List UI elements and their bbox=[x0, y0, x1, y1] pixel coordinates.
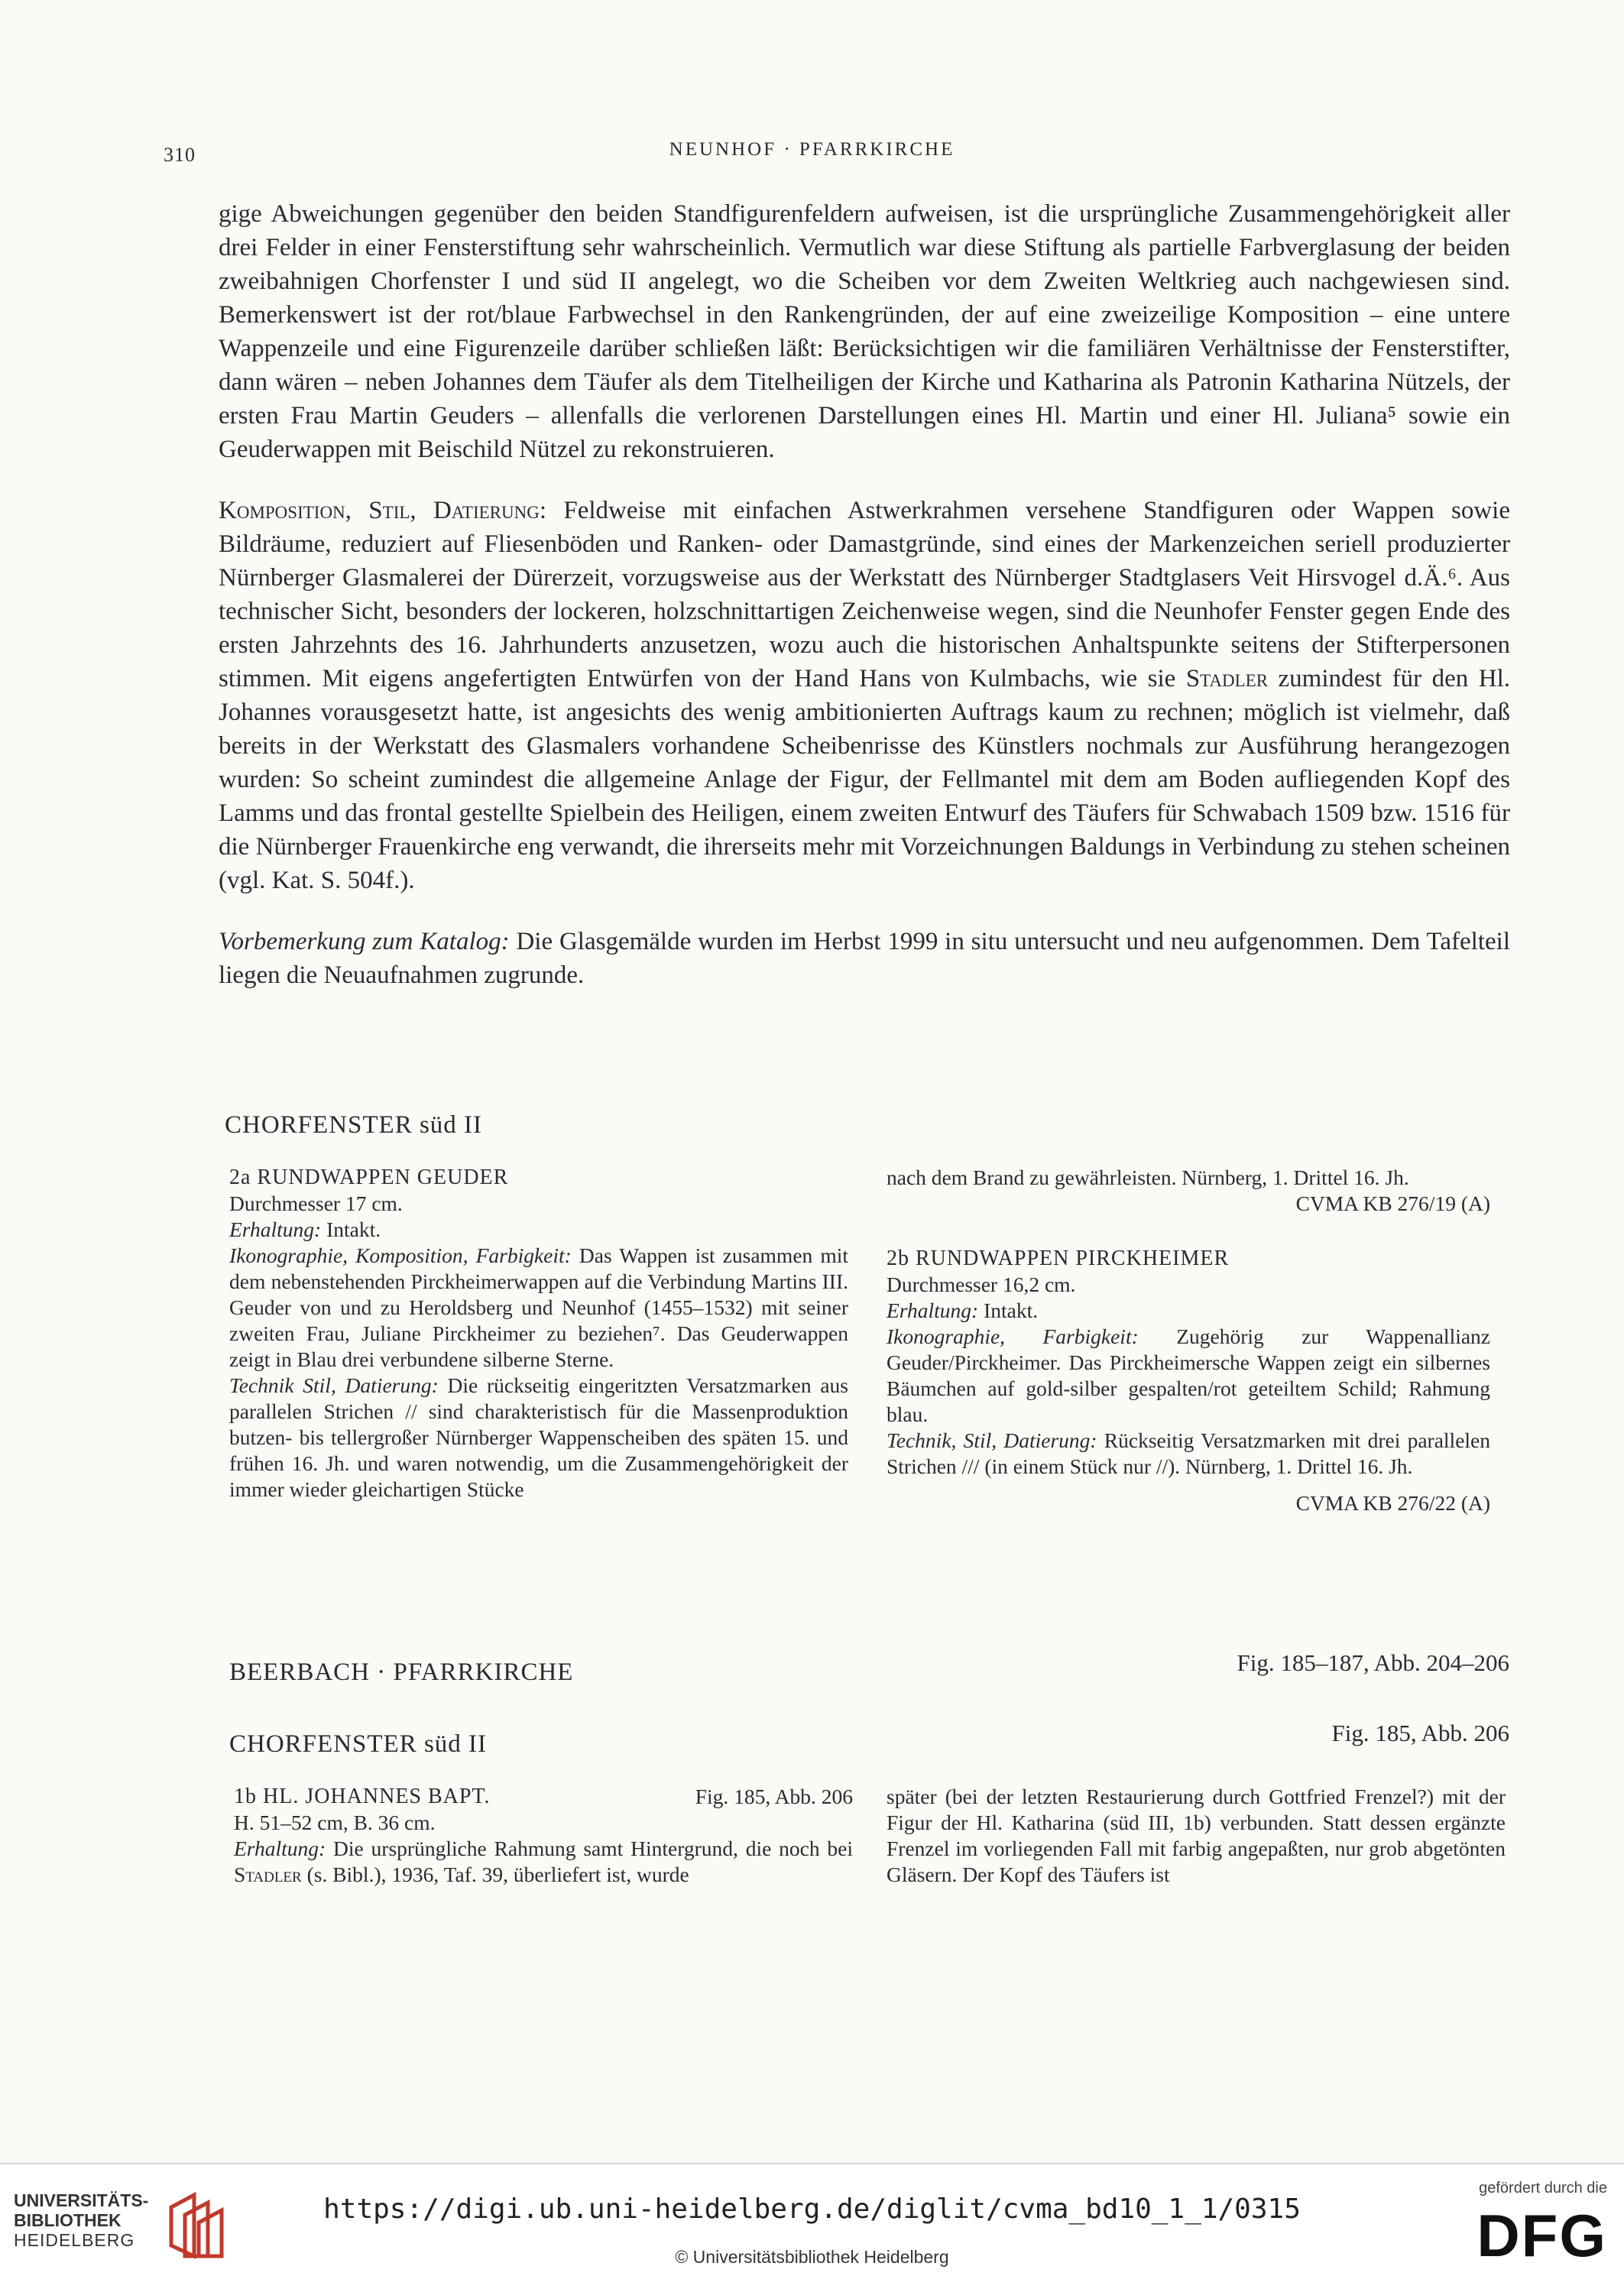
komposition-label: Komposition, Stil, Datierung: bbox=[219, 497, 546, 524]
technik-label: Technik, Stil, Datierung: bbox=[887, 1428, 1097, 1452]
intro-paragraph: gige Abweichungen gegenüber den beiden Standfigurenfeldern aufweisen, ist die ursprüngliche Zusammengehörigkeit aller drei Felder in einer Fensterstiftung sehr wahrscheinlich. Vermutlich war diese Stiftung als partielle Farbverglasung der beiden zweibahnigen Chorfenster I und süd II angelegt, wo die Scheiben vor dem Zweiten Weltkrieg auch nachgewiesen sind. Bemerkenswert ist der rot/blaue Farbwechsel in den Rankengründen, der auf eine zweizeilige Komposition – eine untere Wappenzeile und eine Figurenzeile darüber schließen läßt: Berücksichtigen wir die familiären Verhältnisse der Fensterstifter, dann wären – neben Johannes dem Täufer als dem Titelheiligen der Kirche und Katharina als Patronin Katharina Nützels, der ersten Frau Martin Geuders – allenfalls die verlorenen Darstellungen eines Hl. Martin und einer Hl. Juliana⁵ sowie ein Geuderwappen mit Beischild Nützel zu rekonstruieren. bbox=[219, 200, 1510, 463]
entry-2b-title: 2b RUNDWAPPEN PIRCKHEIMER bbox=[887, 1247, 1230, 1270]
komposition-text-1: Feldweise mit einfachen Astwerkrahmen versehene Standfiguren oder Wappen sowie Bildräume, reduziert auf Fliesenböden und Ranken- oder Damastgründe, sind eines der Markenzeichen seriell produzierter Nürnberger Glasmalerei der Dürerzeit, vorzugsweise aus der Werkstatt des Nürnberger Stadtglasers Veit Hirsvogel d.Ä.⁶. Aus technischer Sicht, besonders der lockeren, holzschnittartigen Zeichenweise wegen, sind die Neunhofer Fenster gegen Ende des ersten Jahrzehnts des 16. Jahrhunderts anzusetzen, wozu auch die historischen Anhaltspunkte seitens der Stifterpersonen stimmen. Mit eigens angefertigten Entwürfen von der Hand Hans von Kulmbachs, wie sie bbox=[219, 497, 1510, 692]
vorbemerkung-label: Vorbemerkung zum Katalog: bbox=[219, 928, 510, 955]
erhaltung-text: Intakt. bbox=[978, 1299, 1039, 1322]
section-heading-beerbach: BEERBACH · PFARRKIRCHE bbox=[229, 1658, 574, 1686]
entry-1b-erhaltung bbox=[234, 1836, 853, 1888]
dfg-note: gefördert durch die bbox=[1479, 2180, 1607, 2197]
entry-2b-technik bbox=[887, 1428, 1490, 1480]
ikonographie-text: Zugehörig zur Wappenallianz Geuder/Pirckheimer. Das Pirckheimersche Wappen zeigt ein silbernes Bäumchen auf gold-silber gespalten/rot geteiltem Schild; Rahmung blau. bbox=[887, 1324, 1491, 1426]
library-name-line2: BIBLIOTHEK bbox=[14, 2210, 122, 2230]
section-heading-chorfenster: CHORFENSTER süd II bbox=[225, 1111, 483, 1139]
entry-1b-dim: H. 51–52 cm, B. 36 cm. bbox=[234, 1811, 436, 1834]
page-number: 310 bbox=[164, 144, 196, 166]
entry-1b-fig-ref: Fig. 185, Abb. 206 bbox=[695, 1785, 853, 1808]
entry-1b-title: 1b HL. JOHANNES BAPT. bbox=[234, 1785, 491, 1808]
entry-1b-title-row bbox=[234, 1784, 853, 1810]
erhaltung-text-2: (s. Bibl.), 1936, Taf. 39, überliefert ist, wurde bbox=[301, 1863, 689, 1886]
technik-text: Die rückseitig eingeritzten Versatzmarken aus parallelen Strichen // sind charakteristisch für die Massenproduktion butzen- bis tellergroßer Nürnberger Wappenscheiben des späten 15. und frühen 16. Jh. und waren notwendig, um die Zusammengehörigkeit der immer wieder gleichartigen Stücke bbox=[229, 1373, 848, 1501]
dfg-logo: DFG bbox=[1477, 2202, 1607, 2269]
entry-2a-dim: Durchmesser 17 cm. bbox=[229, 1192, 403, 1215]
entry-2b-ikonographie bbox=[887, 1324, 1490, 1428]
entry-2a-ikonographie bbox=[229, 1243, 848, 1373]
entry-2b-erhaltung bbox=[887, 1298, 1490, 1324]
cvma-ref-2: CVMA KB 276/22 (A) bbox=[1295, 1491, 1490, 1515]
komposition-text-2: zumindest für den Hl. Johannes vorausgesetzt hatte, ist angesichts des wenig ambitionierten Auftrags kaum zu rechnen; möglich ist vielmehr, daß bereits in der Werkstatt des Glasmalers vorhandene Scheibenrisse des Künstlers nochmals zur Ausführung herangezogen wurden: So scheint zumindest die allgemeine Anlage der Figur, der Fellmantel mit dem am Boden aufliegenden Kopf des Lamms und das frontal gestellte Spielbein des Heiligen, einem zweiten Entwurf des Täufers für Schwabach 1509 bzw. 1516 für die Nürnberger Frauenkirche eng verwandt, die ihrerseits mehr mit Vorzeichnungen Baldungs in Verbindung zu stehen scheinen (vgl. Kat. S. 504f.). bbox=[219, 665, 1510, 894]
ikonographie-text: Das Wappen ist zusammen mit dem nebenstehenden Pirckheimerwappen auf die Verbindung Martins III. Geuder von und zu Heroldsberg und Neunhof (1455–1532) mit seiner zweiten Frau, Juliane Pirckheimer zu beziehen⁷. Das Geuderwappen zeigt in Blau drei verbundene silberne Sterne. bbox=[229, 1243, 848, 1371]
komposition-paragraph bbox=[219, 494, 1510, 897]
entry-1b-continuation bbox=[887, 1784, 1506, 1888]
author-stadler: Stadler bbox=[234, 1863, 302, 1886]
running-title: NEUNHOF · PFARRKIRCHE bbox=[669, 139, 955, 160]
vorbemerkung-paragraph bbox=[219, 925, 1510, 992]
technik-text: Rückseitig Versatzmarken mit drei parallelen Strichen /// (in einem Stück nur //). Nürnberg, 1. Drittel 16. Jh. bbox=[887, 1428, 1490, 1478]
footer-bar bbox=[0, 2163, 1624, 2289]
erhaltung-label: Erhaltung: bbox=[887, 1299, 979, 1322]
erhaltung-label: Erhaltung: bbox=[234, 1837, 326, 1860]
section-heading-chorfenster-2: CHORFENSTER süd II bbox=[229, 1730, 488, 1758]
entry-1b-continuation-text: später (bei der letzten Restaurierung durch Gottfried Frenzel?) mit der Figur der Hl. Katharina (süd III, 1b) verbunden. Statt dessen ergänzte Frenzel im vorliegenden Fall mit farbig angepaßten, nur grob abgetönten Gläsern. Der Kopf des Täufers ist bbox=[887, 1785, 1506, 1886]
entry-2a-erhaltung bbox=[229, 1217, 848, 1243]
entry-2b bbox=[887, 1165, 1490, 1516]
erhaltung-text: Intakt. bbox=[321, 1217, 381, 1241]
copyright-notice: © Universitätsbibliothek Heidelberg bbox=[675, 2247, 949, 2267]
erhaltung-text-1: Die ursprüngliche Rahmung samt Hintergrund, die noch bei bbox=[326, 1837, 853, 1860]
entry-2b-dim: Durchmesser 16,2 cm. bbox=[887, 1273, 1076, 1296]
entry-2a-title: 2a RUNDWAPPEN GEUDER bbox=[229, 1166, 509, 1189]
entry-2a-continuation: nach dem Brand zu gewährleisten. Nürnberg, 1. Drittel 16. Jh. bbox=[887, 1166, 1409, 1189]
vorbemerkung-text: Die Glasgemälde wurden im Herbst 1999 in situ untersucht und neu aufgenommen. Dem Tafelteil liegen die Neuaufnahmen zugrunde. bbox=[219, 928, 1510, 989]
entry-1b bbox=[234, 1784, 853, 1888]
entry-2a bbox=[229, 1165, 848, 1503]
library-name-line1: UNIVERSITÄTS- bbox=[14, 2190, 149, 2210]
erhaltung-label: Erhaltung: bbox=[229, 1217, 322, 1241]
library-name-line3: HEIDELBERG bbox=[14, 2230, 135, 2250]
ikonographie-label: Ikonographie, Farbigkeit: bbox=[887, 1324, 1139, 1348]
technik-label: Technik Stil, Datierung: bbox=[229, 1373, 439, 1397]
cvma-ref-1: CVMA KB 276/19 (A) bbox=[1295, 1192, 1490, 1215]
entry-2a-technik bbox=[229, 1373, 848, 1503]
main-text bbox=[219, 197, 1510, 992]
beerbach-fig-ref: Fig. 185–187, Abb. 204–206 bbox=[1237, 1649, 1509, 1676]
chorfenster-fig-ref: Fig. 185, Abb. 206 bbox=[1331, 1720, 1509, 1746]
author-stadler: Stadler bbox=[1185, 665, 1269, 692]
document-url-link[interactable]: https://digi.ub.uni-heidelberg.de/diglit/cvma_bd10_1_1/0315 bbox=[323, 2193, 1301, 2225]
ikonographie-label: Ikonographie, Komposition, Farbigkeit: bbox=[229, 1243, 572, 1267]
